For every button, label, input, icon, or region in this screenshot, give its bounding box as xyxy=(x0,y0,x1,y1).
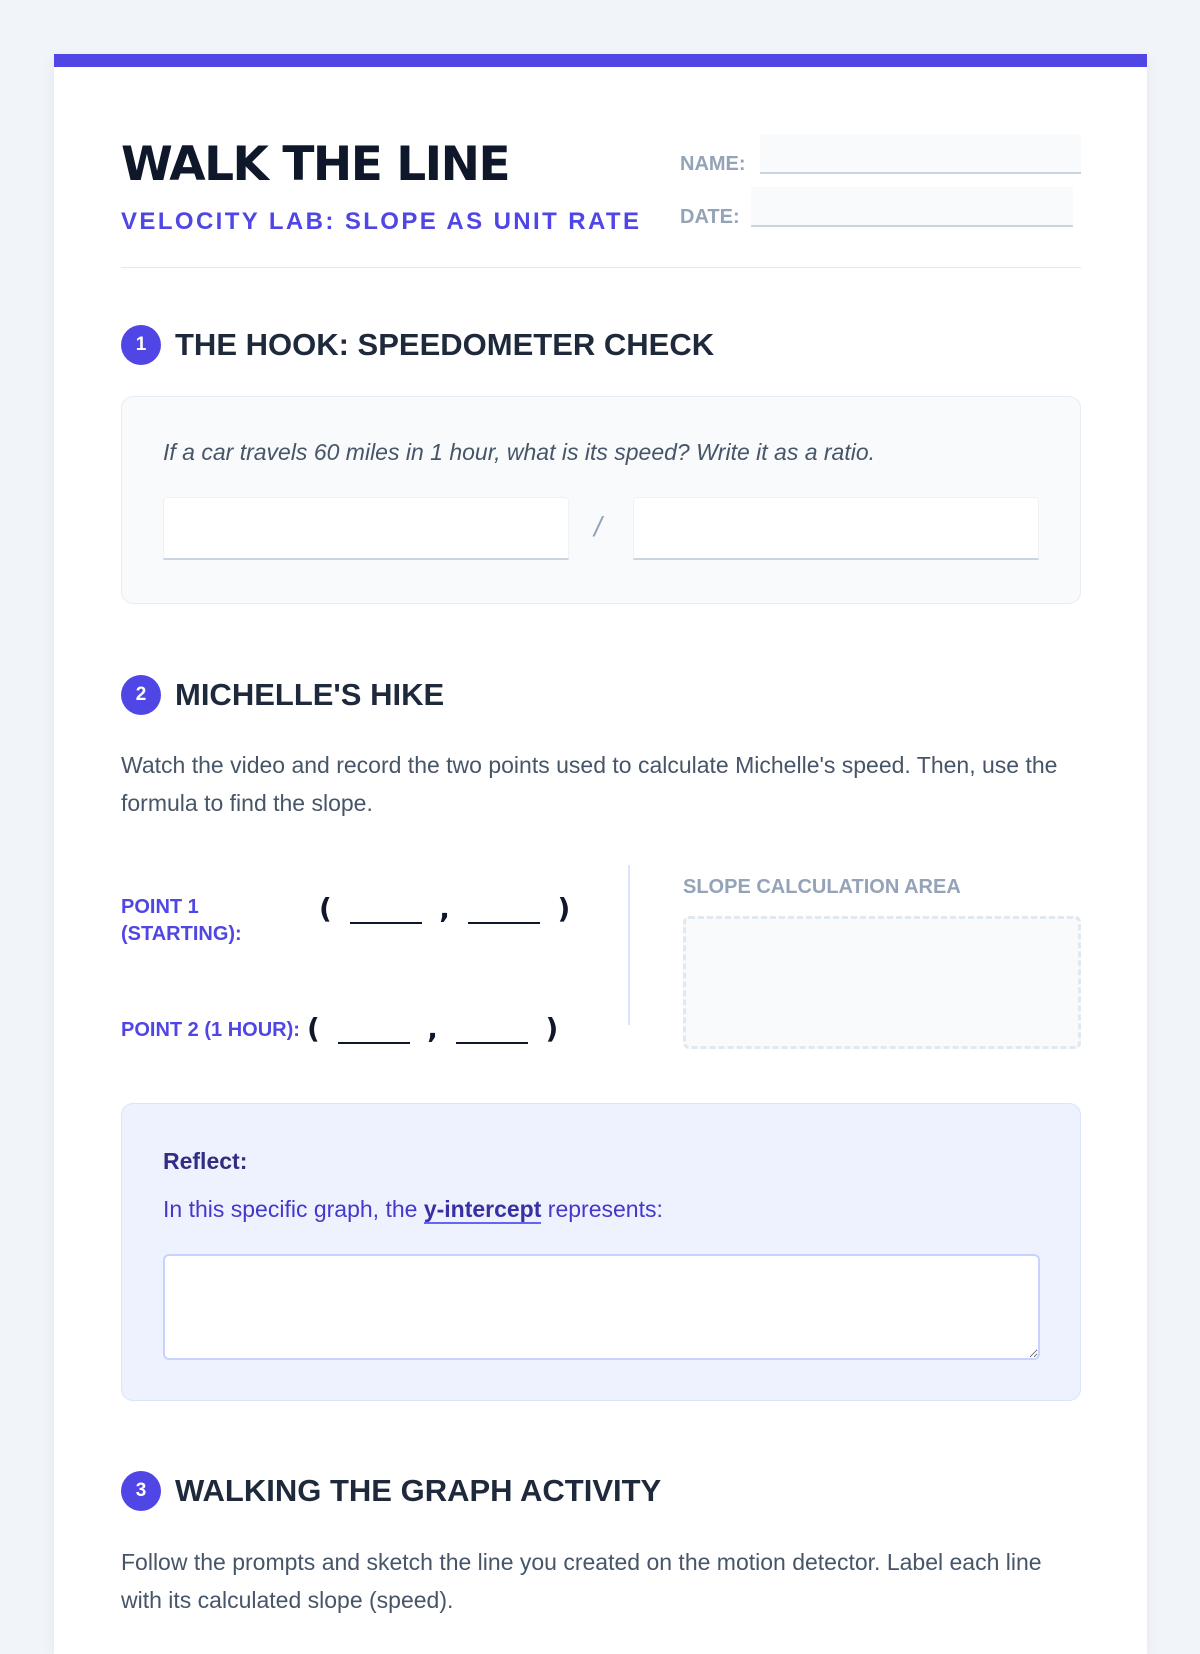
points-divider xyxy=(628,865,630,1025)
section-1-title: THE HOOK: SPEEDOMETER CHECK xyxy=(175,327,715,362)
section-3-number: 3 xyxy=(121,1471,161,1511)
point-2-x-blank[interactable] xyxy=(338,1042,410,1044)
section-2-number: 2 xyxy=(121,675,161,715)
worksheet xyxy=(54,54,1147,1654)
section-3-instructions: Follow the prompts and sketch the line you created on the motion detector. Label each line with its calculated slope (speed). xyxy=(121,1549,1042,1613)
section-2-title: MICHELLE'S HIKE xyxy=(175,677,445,712)
point-2-y-blank[interactable] xyxy=(456,1042,528,1044)
reflect-answer-field[interactable] xyxy=(163,1254,1040,1360)
reflect-title: Reflect: xyxy=(163,1148,248,1174)
name-field[interactable] xyxy=(760,134,1081,174)
name-label: NAME: xyxy=(680,153,746,175)
hook-card xyxy=(121,396,1081,604)
reflect-prompt-end: represents: xyxy=(541,1196,663,1222)
point-2-coordinates xyxy=(307,1005,558,1053)
ratio-numerator-field[interactable] xyxy=(163,497,569,560)
point-1-label: POINT 1 (STARTING): xyxy=(121,896,242,945)
page-title: WALK THE LINE xyxy=(121,137,510,192)
point-1-x-blank[interactable] xyxy=(350,922,422,924)
header-divider xyxy=(121,267,1081,268)
section-2-instructions: Watch the video and record the two points used to calculate Michelle's speed. Then, use the formula to find the slope. xyxy=(121,752,1058,816)
close-paren: ) xyxy=(557,892,571,925)
reflect-prompt xyxy=(163,1196,663,1223)
ratio-separator: / xyxy=(594,511,602,542)
point-1-y-blank[interactable] xyxy=(468,922,540,924)
point-1-coordinates xyxy=(319,885,579,933)
date-label: DATE: xyxy=(680,206,740,228)
reflect-box xyxy=(121,1103,1081,1401)
page-subtitle: VELOCITY LAB: SLOPE AS UNIT RATE xyxy=(121,208,642,235)
date-field[interactable] xyxy=(751,187,1073,227)
slope-calculation-area[interactable] xyxy=(683,916,1081,1049)
close-paren: ) xyxy=(545,1012,559,1045)
section-1-number: 1 xyxy=(121,325,161,365)
hook-question: If a car travels 60 miles in 1 hour, what is its speed? Write it as a ratio. xyxy=(163,439,876,465)
section-3-title: WALKING THE GRAPH ACTIVITY xyxy=(175,1473,662,1508)
reflect-prompt-start: In this specific graph, the xyxy=(163,1196,424,1222)
reflect-keyword: y-intercept xyxy=(423,1196,542,1222)
comma: , xyxy=(427,1012,438,1045)
open-paren: ( xyxy=(319,892,332,925)
ratio-denominator-field[interactable] xyxy=(633,497,1039,560)
point-2-label: POINT 2 (1 HOUR): xyxy=(121,1019,300,1041)
comma: , xyxy=(439,892,450,925)
slope-calculation-label: SLOPE CALCULATION AREA xyxy=(683,876,961,898)
open-paren: ( xyxy=(307,1012,320,1045)
